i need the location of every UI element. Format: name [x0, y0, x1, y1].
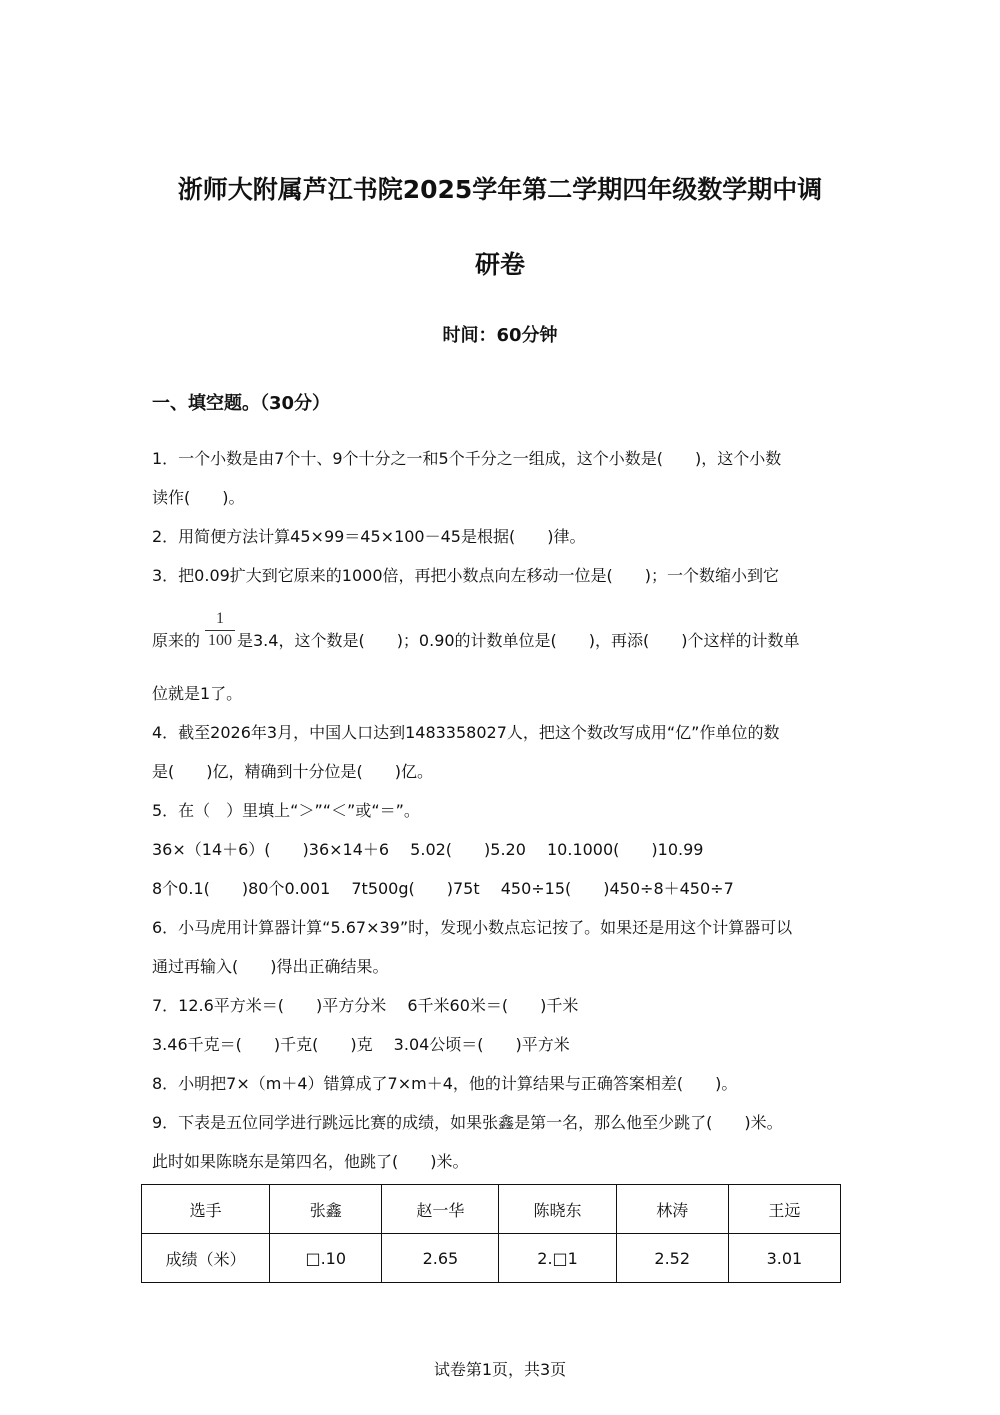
question-3-line3: 位就是1了。	[152, 684, 243, 703]
question-1-line1: 1．一个小数是由7个十、9个十分之一和5个千分之一组成，这个小数是( )，这个小数	[152, 449, 782, 468]
question-3-line2-suffix: 是3.4，这个数是( )；0.90的计数单位是( )，再添( )个这样的计数单	[237, 631, 800, 650]
table-cell: □.10	[270, 1234, 382, 1283]
table-cell: 成绩（米）	[142, 1234, 270, 1283]
table-header-cell: 林涛	[616, 1185, 728, 1234]
table-row	[142, 1234, 841, 1283]
table-header-cell: 王远	[728, 1185, 840, 1234]
fraction-denominator: 100	[208, 632, 232, 649]
table-cell: 2.65	[382, 1234, 499, 1283]
fraction-bar	[205, 630, 235, 631]
question-8: 8．小明把7×（m＋4）错算成了7×m＋4，他的计算结果与正确答案相差( )。	[152, 1074, 738, 1093]
fraction-one-hundredth	[205, 610, 235, 650]
question-4-line2: 是( )亿，精确到十分位是( )亿。	[152, 762, 433, 781]
question-9-line2: 此时如果陈晓东是第四名，他跳了( )米。	[152, 1152, 469, 1171]
table-header-cell: 陈晓东	[499, 1185, 616, 1234]
exam-title-line1: 浙师大附属芦江书院2025学年第二学期四年级数学期中调	[177, 175, 823, 204]
exam-time: 时间：60分钟	[442, 325, 558, 346]
question-4-line1: 4．截至2026年3月，中国人口达到1483358027人，把这个数改写成用“亿”作单位的数	[152, 723, 780, 742]
section-heading: 一、填空题。（30分）	[152, 393, 331, 414]
page-footer: 试卷第1页，共3页	[433, 1360, 567, 1379]
question-2: 2．用简便方法计算45×99＝45×100－45是根据( )律。	[152, 527, 586, 546]
question-1-line2: 读作( )。	[152, 488, 245, 507]
table-header-cell: 选手	[142, 1185, 270, 1234]
question-7-row1: 7．12.6平方米＝( )平方分米 6千米60米＝( )千米	[152, 996, 579, 1015]
question-5-row1: 36×（14＋6）( )36×14＋6 5.02( )5.20 10.1000( )10.99	[152, 840, 704, 859]
table-cell: 2.□1	[499, 1234, 616, 1283]
long-jump-score-table	[141, 1184, 841, 1283]
question-3-line1: 3．把0.09扩大到它原来的1000倍，再把小数点向左移动一位是( )；一个数缩小到它	[152, 566, 780, 585]
table-header-cell: 张鑫	[270, 1185, 382, 1234]
question-3-line2-prefix: 原来的	[152, 631, 201, 650]
question-6-line2: 通过再输入( )得出正确结果。	[152, 957, 389, 976]
table-header-cell: 赵一华	[382, 1185, 499, 1234]
question-9-line1: 9．下表是五位同学进行跳远比赛的成绩，如果张鑫是第一名，那么他至少跳了( )米。	[152, 1113, 783, 1132]
table-header-row	[142, 1185, 841, 1234]
fraction-numerator: 1	[216, 610, 224, 627]
table-cell: 3.01	[728, 1234, 840, 1283]
question-5: 5．在（ ）里填上“＞”“＜”或“＝”。	[152, 801, 420, 820]
question-6-line1: 6．小马虎用计算器计算“5.67×39”时，发现小数点忘记按了。如果还是用这个计算器可以	[152, 918, 793, 937]
table-cell: 2.52	[616, 1234, 728, 1283]
question-5-row2: 8个0.1( )80个0.001 7t500g( )75t 450÷15( )450÷8＋450÷7	[152, 879, 734, 898]
exam-title-line2: 研卷	[474, 250, 525, 279]
question-7-row2: 3.46千克＝( )千克( )克 3.04公顷＝( )平方米	[152, 1035, 570, 1054]
